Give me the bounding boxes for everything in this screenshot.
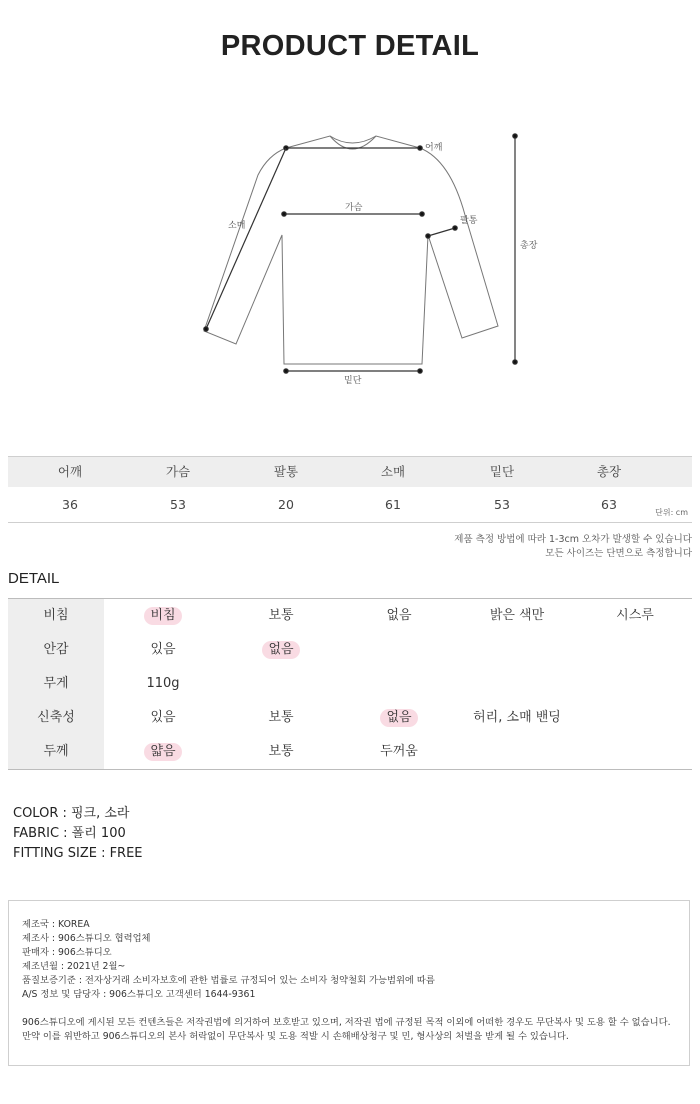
notice-line: 제조국 : KOREA bbox=[22, 919, 90, 930]
size-value-cell: 63 bbox=[601, 497, 617, 512]
detail-option-selected: 얇음 bbox=[144, 743, 181, 761]
detail-title: DETAIL bbox=[8, 570, 60, 587]
detail-option-text: 두꺼움 bbox=[380, 744, 418, 759]
color-info: COLOR : 핑크, 소라 bbox=[13, 806, 130, 821]
product-info bbox=[13, 804, 143, 864]
notice-line: A/S 정보 및 담당자 : 906스튜디오 고객센터 1644-9361 bbox=[22, 989, 256, 1000]
detail-row bbox=[8, 701, 692, 735]
detail-option bbox=[458, 701, 576, 735]
size-value-cell: 20 bbox=[278, 497, 294, 512]
size-table-row bbox=[8, 487, 692, 523]
detail-option bbox=[340, 735, 458, 769]
size-table-header bbox=[8, 456, 692, 487]
notice-line: 판매자 : 906스튜디오 bbox=[22, 947, 112, 958]
detail-option bbox=[104, 735, 222, 769]
detail-row-label: 무게 bbox=[43, 676, 69, 691]
size-value-cell: 36 bbox=[62, 497, 78, 512]
label-chest: 가슴 bbox=[345, 203, 363, 213]
note-line: 제품 측정 방법에 따라 1-3cm 오차가 발생할 수 있습니다 bbox=[454, 534, 692, 545]
detail-option bbox=[104, 667, 222, 701]
detail-option bbox=[222, 701, 340, 735]
label-shoulder: 어깨 bbox=[425, 143, 443, 153]
size-value-cell: 53 bbox=[170, 497, 186, 512]
detail-option-selected: 없음 bbox=[262, 641, 299, 659]
size-header-cell: 어깨 bbox=[57, 464, 83, 479]
detail-option-text: 보통 bbox=[268, 710, 294, 725]
size-header-cell: 소매 bbox=[380, 464, 406, 479]
fabric-info: FABRIC : 폴리 100 bbox=[13, 826, 126, 841]
detail-option bbox=[104, 633, 222, 667]
label-hem: 밑단 bbox=[344, 376, 362, 386]
detail-option bbox=[340, 599, 458, 633]
notice-box bbox=[8, 900, 690, 1066]
detail-option-text: 밝은 색만 bbox=[489, 608, 545, 623]
detail-row-label: 안감 bbox=[43, 642, 69, 657]
size-header-cell: 총장 bbox=[596, 464, 622, 479]
detail-option bbox=[458, 599, 576, 633]
detail-row bbox=[8, 735, 692, 769]
measurement-diagram bbox=[0, 110, 700, 400]
notice-line: 품질보증기준 : 전자상거래 소비자보호에 관한 법률로 규정되어 있는 소비자 청약철회 가능범위에 따름 bbox=[22, 975, 435, 986]
detail-option-text: 있음 bbox=[150, 642, 176, 657]
detail-option-text: 시스루 bbox=[616, 608, 654, 623]
legal-line: 만약 이를 위반하고 906스튜디오의 본사 허락없이 무단복사 및 도용 적발 시 손해배상청구 및 민, 형사상의 처벌을 받게 될 수 있습니다. bbox=[22, 1031, 569, 1042]
legal-line: 906스튜디오에 게시된 모든 컨텐츠들은 저작권법에 의거하여 보호받고 있으며, 저작권 법에 규정된 목적 이외에 어떠한 경우도 무단복사 및 도용 할 수 없습니다. bbox=[22, 1017, 671, 1028]
size-header-cell: 팔통 bbox=[273, 464, 299, 479]
detail-option bbox=[222, 599, 340, 633]
measurement-notes bbox=[454, 533, 692, 561]
page-title: PRODUCT DETAIL bbox=[220, 30, 480, 62]
detail-option bbox=[222, 633, 340, 667]
note-line: 모든 사이즈는 단면으로 측정합니다 bbox=[545, 548, 692, 559]
label-arm: 팔통 bbox=[460, 216, 478, 226]
detail-row bbox=[8, 667, 692, 701]
detail-option-selected: 비침 bbox=[144, 607, 181, 625]
detail-option-selected: 없음 bbox=[380, 709, 417, 727]
unit-label: 단위: cm bbox=[655, 508, 688, 517]
detail-option-text: 보통 bbox=[268, 744, 294, 759]
detail-table bbox=[8, 598, 692, 770]
size-header-cell: 밑단 bbox=[489, 464, 515, 479]
detail-option-text: 110g bbox=[146, 676, 180, 691]
size-value-cell: 53 bbox=[494, 497, 510, 512]
detail-row-label: 신축성 bbox=[37, 710, 75, 725]
sweater-outline bbox=[0, 110, 700, 400]
detail-option bbox=[104, 599, 222, 633]
size-value-cell: 61 bbox=[385, 497, 401, 512]
notice-line: 제조사 : 906스튜디오 협력업체 bbox=[22, 933, 151, 944]
detail-option-text: 허리, 소매 밴딩 bbox=[473, 710, 561, 725]
detail-row bbox=[8, 633, 692, 667]
detail-row-label: 두께 bbox=[43, 744, 69, 759]
label-length: 총장 bbox=[520, 241, 538, 251]
detail-option-text: 보통 bbox=[268, 608, 294, 623]
detail-option bbox=[576, 599, 694, 633]
detail-row bbox=[8, 599, 692, 633]
detail-option bbox=[340, 701, 458, 735]
notice-line: 제조년월 : 2021년 2월~ bbox=[22, 961, 126, 972]
detail-row-label: 비침 bbox=[43, 608, 69, 623]
detail-option-text: 있음 bbox=[150, 710, 176, 725]
label-sleeve: 소매 bbox=[228, 221, 246, 231]
detail-option bbox=[104, 701, 222, 735]
fitting-info: FITTING SIZE : FREE bbox=[13, 846, 143, 861]
size-header-cell: 가슴 bbox=[165, 464, 191, 479]
detail-option-text: 없음 bbox=[386, 608, 412, 623]
detail-option bbox=[222, 735, 340, 769]
